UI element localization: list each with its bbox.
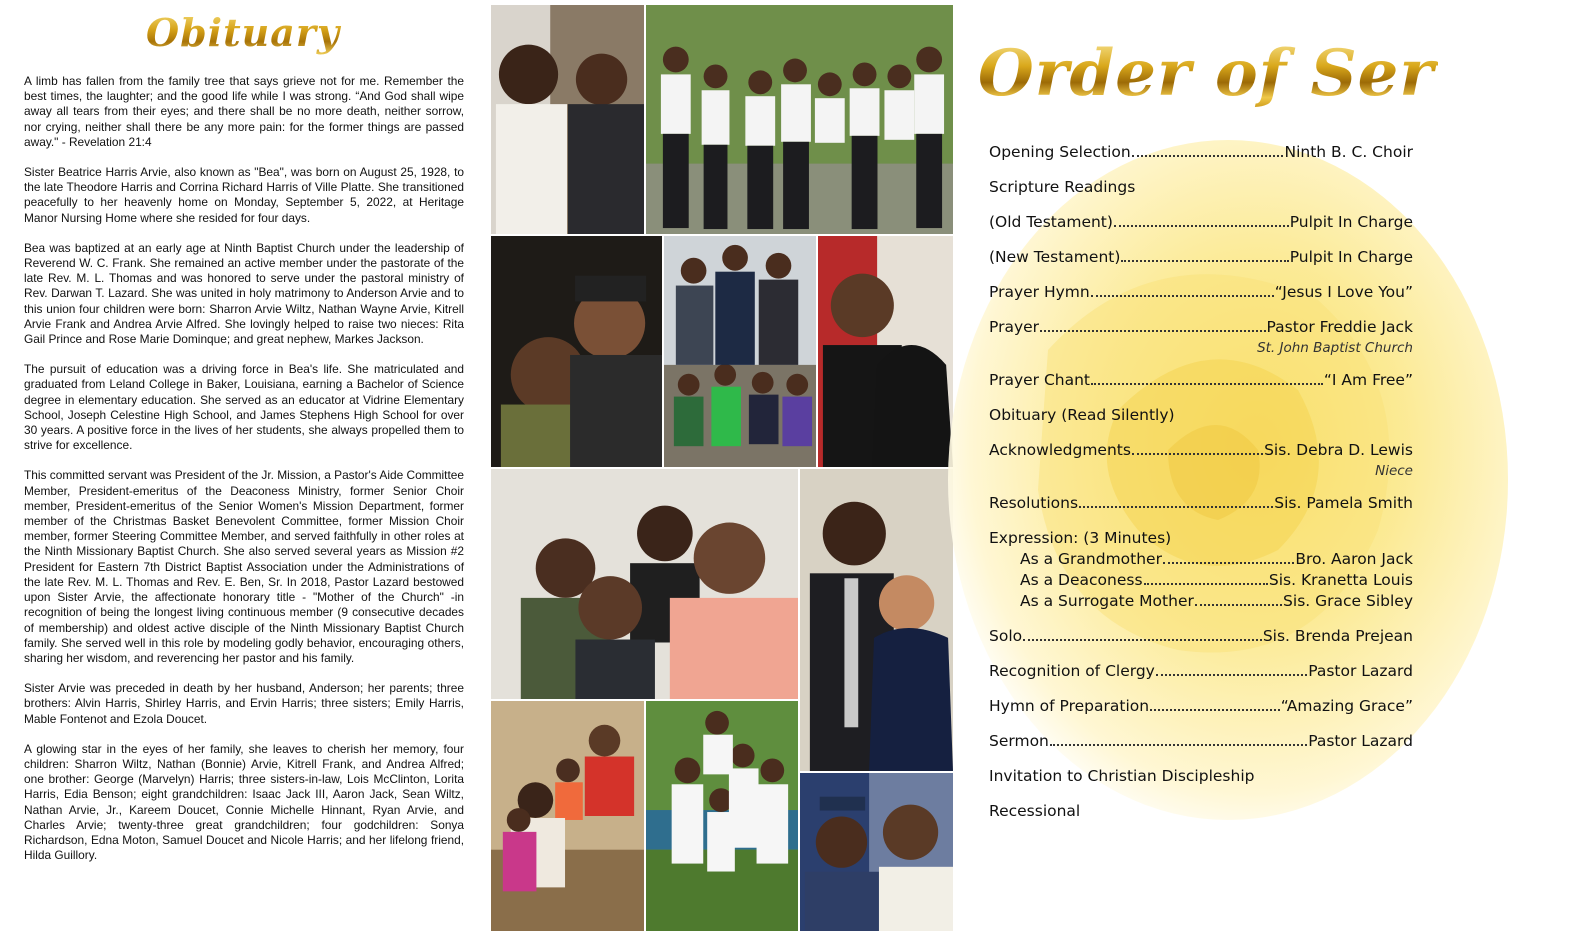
program-item-label: Scripture Readings	[989, 178, 1136, 196]
program-item	[989, 697, 1413, 718]
program-item	[989, 802, 1413, 823]
order-of-service-title: Order of Service	[978, 36, 1579, 111]
program-item	[989, 178, 1413, 199]
program-item-label: Recognition of Clergy	[989, 662, 1155, 680]
program-item-value: Bro. Aaron Jack	[1295, 550, 1413, 568]
program-item	[989, 441, 1413, 462]
program-item-value: “Jesus I Love You”	[1274, 283, 1413, 301]
program-item-label: As a Surrogate Mother	[1020, 592, 1194, 610]
family-photo	[490, 700, 645, 932]
program-item	[989, 571, 1413, 592]
program-item-label: Sermon	[989, 732, 1049, 750]
program-item-label: Obituary (Read Silently)	[989, 406, 1175, 424]
dot-leader	[1114, 225, 1289, 227]
program-item	[989, 529, 1413, 550]
family-photo	[817, 235, 954, 468]
family-photo	[645, 4, 954, 235]
program-item-label: Recessional	[989, 802, 1081, 820]
obituary-paragraph: A limb has fallen from the family tree that says grieve not for me. Remember the best times, the laughter; and the good life while I was strong. “And God shall wipe away all tears from their eyes; and there shall be no more death, neither sorrow, nor crying, neither shall there be any more pain: for the former things are passed away." - Revelation 21:4	[24, 74, 464, 149]
dot-leader	[1079, 506, 1273, 508]
program-item-value: Pastor Lazard	[1308, 732, 1413, 750]
dot-leader	[1023, 639, 1262, 641]
family-photo	[490, 4, 645, 235]
dot-leader	[1163, 562, 1294, 564]
program-item-label: Prayer Hymn	[989, 283, 1090, 301]
service-program-list	[989, 143, 1413, 823]
dot-leader	[1144, 583, 1268, 585]
program-item-label: Invitation to Christian Discipleship	[989, 767, 1255, 785]
program-item	[989, 318, 1413, 339]
program-item	[989, 767, 1413, 788]
family-photo	[645, 700, 799, 932]
family-photo	[799, 468, 954, 772]
dot-leader	[1091, 383, 1323, 385]
program-item	[989, 213, 1413, 234]
program-item	[989, 592, 1413, 613]
program-item	[989, 406, 1413, 427]
family-photo	[490, 235, 663, 468]
program-item-value: Sis. Grace Sibley	[1283, 592, 1413, 610]
program-item-note: St. John Baptist Church	[1257, 340, 1413, 356]
program-item-value: “Amazing Grace”	[1280, 697, 1413, 715]
obituary-paragraph: Sister Beatrice Harris Arvie, also known as "Bea", was born on August 25, 1928, to the late Theodore Harris and Corrina Richard Harris of Ville Platte. She transitioned peacefully to her heavenly home on Monday, September 5, 2022, at Heritage Manor Nursing Home where she resided for four days.	[24, 165, 464, 225]
program-item	[989, 732, 1413, 753]
program-item-label: Expression: (3 Minutes)	[989, 529, 1172, 547]
program-item	[989, 371, 1413, 392]
obituary-paragraph: The pursuit of education was a driving force in Bea's life. She matriculated and graduated from Leland College in Baker, Louisiana, earning a Bachelor of Science degree in elementary education. She served as an educator at Vidrine Elementary School, Joseph Celestine High School, and James Stephens High School for over 30 years. A positive force in the lives of her students, she always propelled them to strive for excellence.	[24, 362, 464, 453]
program-item-value: Sis. Kranetta Louis	[1268, 571, 1413, 589]
program-item	[989, 494, 1413, 515]
program-item-value: Pulpit In Charge	[1289, 248, 1413, 266]
order-of-service-panel	[958, 0, 1579, 935]
program-item-value: Sis. Brenda Prejean	[1262, 627, 1413, 645]
family-photo	[799, 772, 954, 932]
dot-leader	[1091, 295, 1274, 297]
program-item-value: Pastor Lazard	[1308, 662, 1413, 680]
family-photo	[490, 468, 799, 700]
dot-leader	[1132, 155, 1284, 157]
program-item	[989, 550, 1413, 571]
dot-leader	[1156, 674, 1307, 676]
program-item	[989, 662, 1413, 683]
program-item	[989, 283, 1413, 304]
photo-collage	[490, 4, 954, 932]
program-item-label: Prayer Chant	[989, 371, 1090, 389]
program-item-value: Pulpit In Charge	[1289, 213, 1413, 231]
dot-leader	[1150, 709, 1280, 711]
obituary-paragraph: Bea was baptized at an early age at Ninth Baptist Church under the leadership of Reverend W. C. Frank. She remained an active member under the pastorate of the late Rev. M. L. Thomas and was honored to serve under the pastoral ministry of Rev. Darwan T. Lazard. She was united in holy matrimony to Anderson Arvie and to this union four children were born: Sharron Arvie Wiltz, Nathan Wayne Arvie, Kitrell Arvie Frank and Andrea Arvie Alfred. She lovingly helped to raise two nieces: Rita Gail Prince and Rose Marie Dominque; and great nephew, Markes Jackson.	[24, 240, 464, 347]
program-item-label: As a Grandmother	[1020, 550, 1162, 568]
program-item-value: Ninth B. C. Choir	[1284, 143, 1413, 161]
program-item-note: Niece	[1375, 463, 1413, 479]
program-item-label: Solo	[989, 627, 1023, 645]
dot-leader	[1050, 744, 1307, 746]
obituary-paragraph: A glowing star in the eyes of her family, she leaves to cherish her memory, four children: Sharron Wiltz, Nathan (Bonnie) Arvie, Kitrell Frank, and Andrea Alfred; one brother: George (Marvelyn) Harris; three sisters-in-law, Lois McClinton, Lorita Harris, Edia Benson; eight grandchildren: Isaac Jack III, Aaron Jack, Sean Wiltz, Nathan Arvie, Jr., Kareem Doucet, Connie Michelle Hinnant, Ryan Arvie, and Charles Arvie; twenty-three great grandchildren; four godchildren: Sonya Richardson, Edna Moton, Samuel Doucet and Nicole Harris; and her lifelong friend, Hilda Guillory.	[24, 741, 464, 863]
program-item-value: Sis. Pamela Smith	[1274, 494, 1413, 512]
program-item-label: (New Testament)	[989, 248, 1121, 266]
dot-leader	[1195, 604, 1282, 606]
dot-leader	[1121, 260, 1288, 262]
obituary-text	[24, 74, 464, 878]
program-item-label: As a Deaconess	[1020, 571, 1143, 589]
program-item-value: Sis. Debra D. Lewis	[1264, 441, 1413, 459]
obituary-title: Obituary	[22, 10, 464, 55]
dot-leader	[1132, 453, 1263, 455]
program-item	[989, 248, 1413, 269]
program-item-label: Opening Selection	[989, 143, 1131, 161]
program-item-value: Pastor Freddie Jack	[1266, 318, 1413, 336]
program-item-label: Prayer	[989, 318, 1040, 336]
program-item-label: Hymn of Preparation	[989, 697, 1150, 715]
obituary-panel	[22, 0, 464, 935]
family-photo	[663, 235, 817, 468]
dot-leader	[1040, 330, 1266, 332]
obituary-paragraph: Sister Arvie was preceded in death by her husband, Anderson; her parents; three brothers: Alvin Harris, Shirley Harris, and Ervin Harris; three sisters; Emily Harris, Mable Fontenot and Ezola Doucet.	[24, 681, 464, 726]
obituary-paragraph: This committed servant was President of the Jr. Mission, a Pastor's Aide Committee Member, President-emeritus of the Deaconess Ministry, former Senior Choir member, President-emeritus of the Senior Women's Mission Department, former member of the Christmas Basket Benevolent Committee, former Mission Choir member, former Steering Committee Member, and served faithfully in other roles at the Ninth Missionary Baptist Church. She also served several years as Mission #2 President for Eastern 7th District Baptist Association under the Administrations of the late Rev. M. L. Thomas and Rev. E. Ben, Sr. In 2018, Pastor Lazard bestowed upon Sister Arvie, the affectionate honorary title - "Mother of the Church" -in recognition of being the longest living continuous member (9 consecutive decades of membership) and oldest active disciple of the Ninth Missionary Baptist Church family. She served well in this role by modeling godly behavior, encouraging others, sharing her wisdom, and reverencing her pastor and his family.	[24, 468, 464, 665]
program-item-label: Acknowledgments	[989, 441, 1131, 459]
program-item-value: “I Am Free”	[1323, 371, 1413, 389]
program-item-label: (Old Testament)	[989, 213, 1113, 231]
program-item	[989, 143, 1413, 164]
program-item	[989, 627, 1413, 648]
program-item-label: Resolutions	[989, 494, 1079, 512]
